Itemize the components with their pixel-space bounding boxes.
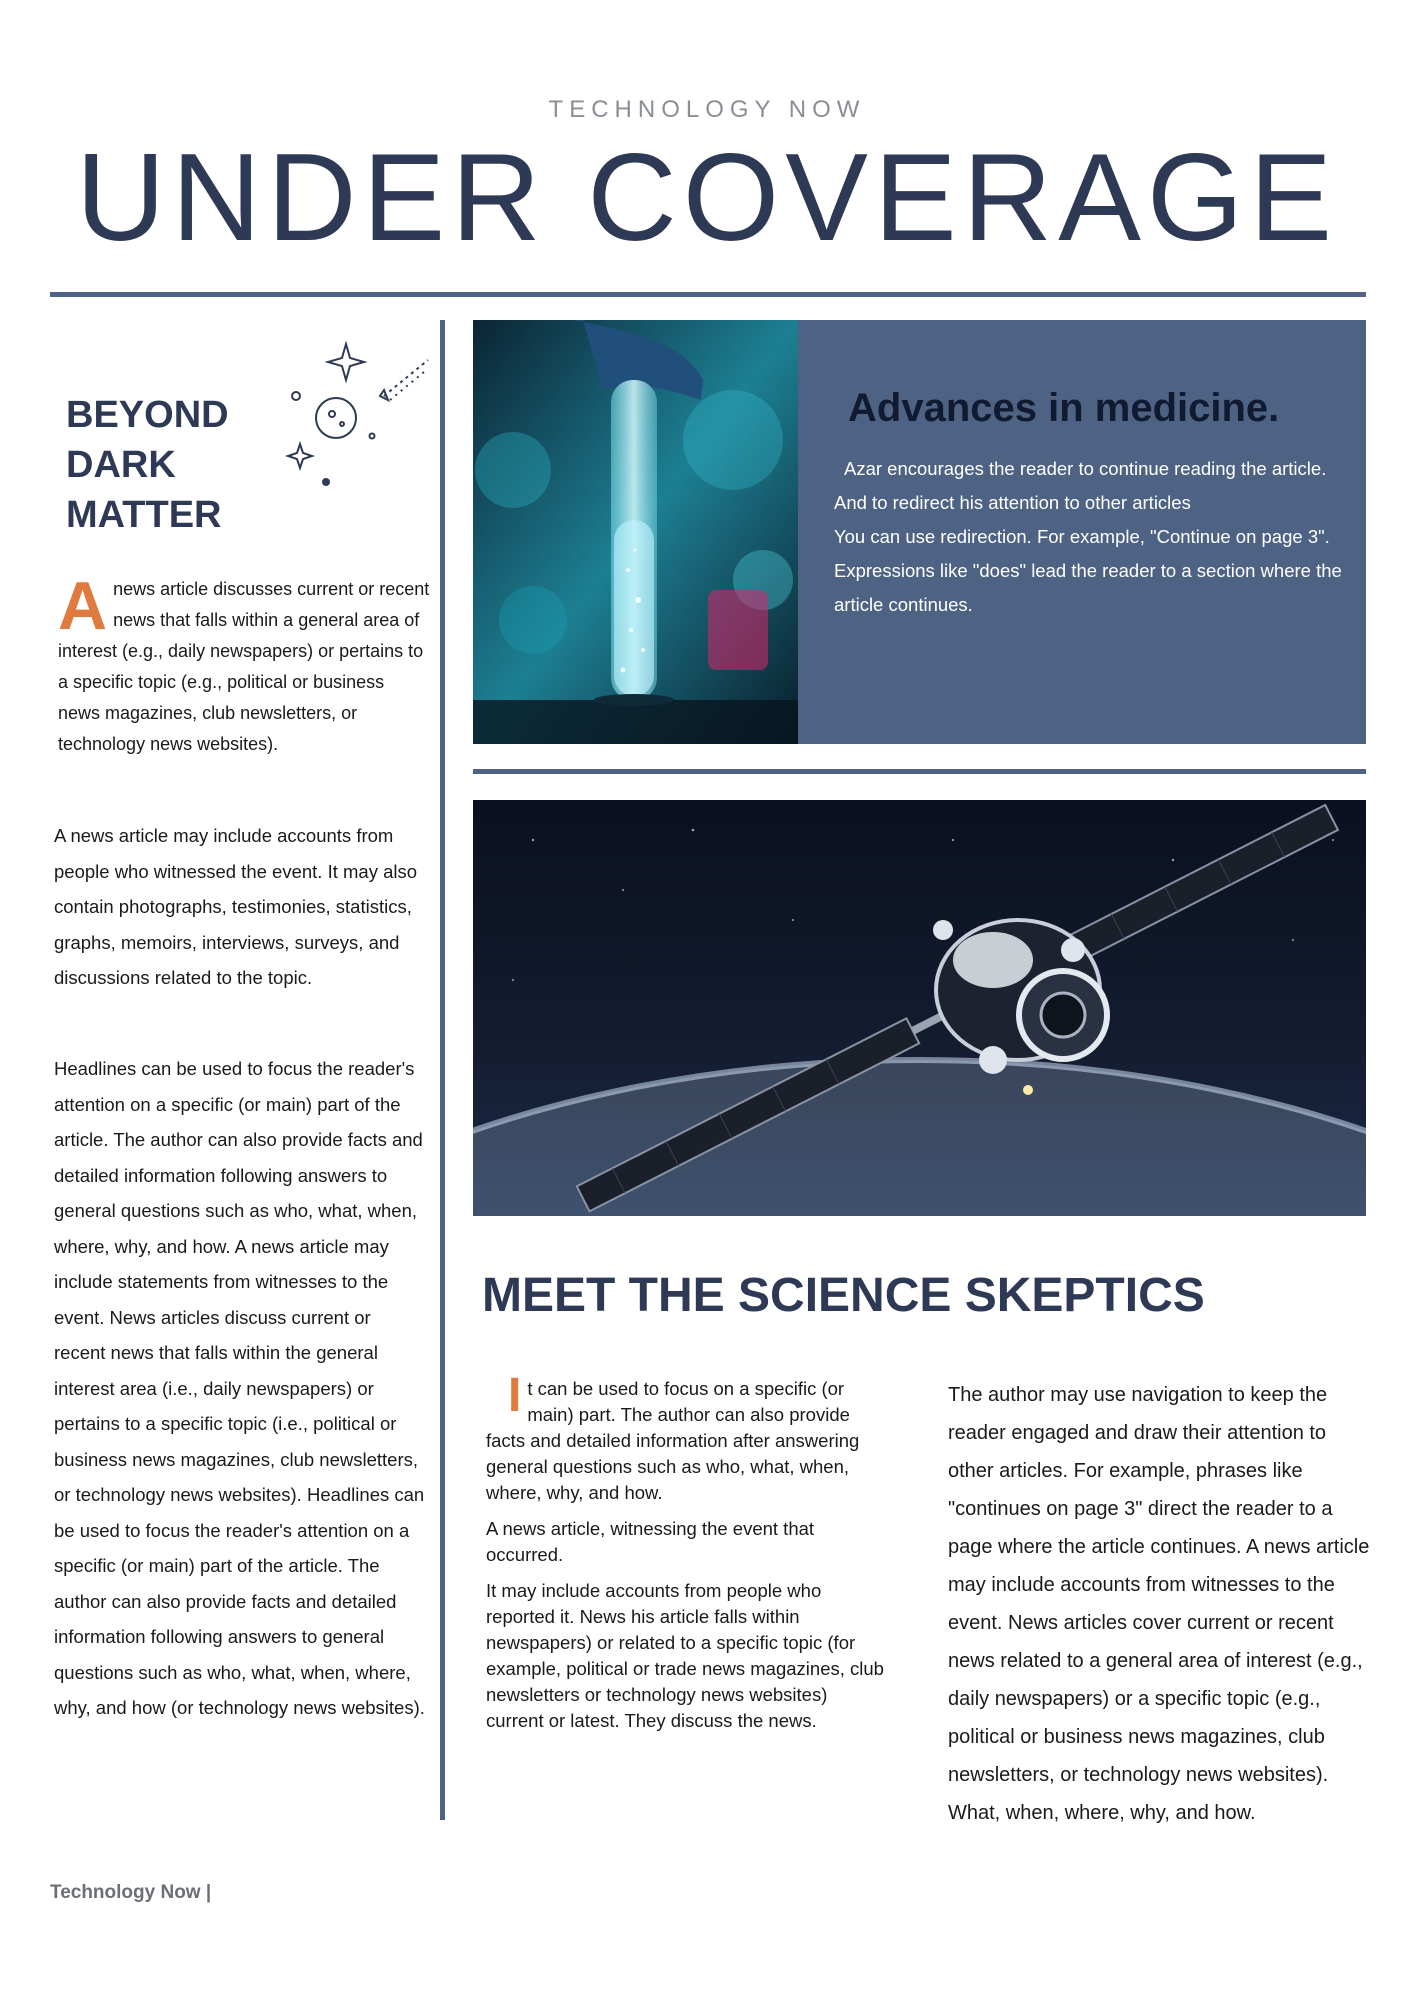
top-divider bbox=[50, 292, 1366, 297]
skeptics-dropcap: I bbox=[508, 1369, 522, 1422]
sidebar-headline bbox=[66, 390, 229, 540]
medicine-line-3: You can use redirection. For example, "Continue on page 3". bbox=[834, 526, 1330, 547]
skeptics-col1-paragraph-2: A news article, witnessing the event that occurred. bbox=[486, 1518, 815, 1565]
skeptics-headline: MEET THE SCIENCE SKEPTICS bbox=[482, 1269, 1205, 1322]
skeptics-col1-paragraph-1 bbox=[486, 1369, 886, 1506]
sidebar-paragraph-2: A news article may include accounts from people who witnessed the event. It may also contain photographs, testimonies, statistics, graphs, memoirs, interviews, surveys, and discussions related to the topic. bbox=[54, 825, 418, 988]
sidebar-headline-line-3: MATTER bbox=[66, 494, 222, 536]
space-doodle-icon bbox=[280, 338, 440, 498]
skeptics-column-1 bbox=[486, 1369, 886, 1744]
medicine-line-4: Expressions like "does" lead the reader to a section where the article continues. bbox=[834, 560, 1342, 615]
sidebar-lead-paragraph bbox=[58, 568, 430, 760]
medicine-line-2: And to redirect his attention to other articles bbox=[834, 492, 1191, 513]
lab-test-tube-photo bbox=[473, 320, 798, 744]
sidebar-paragraph-3: Headlines can be used to focus the reader's attention on a specific (or main) part of the article. The author can also provide facts and detailed information following answers to general questions such as who, what, when, where, why, and how. A news article may include statements from witnesses to the event. News articles discuss current or recent news that falls within the general interest area (i.e., daily newspapers) or pertains to a specific topic (i.e., political or business news magazines, club newsletters, or technology news websites). Headlines can be used to focus the reader's attention on a specific (or main) part of the article. The author can also provide facts and detailed information following answers to general questions such as who, what, when, where, why, and how (or technology news websites). bbox=[54, 1058, 425, 1718]
medicine-line-1: Azar encourages the reader to continue reading the article. bbox=[844, 458, 1327, 479]
middle-divider bbox=[473, 769, 1366, 774]
skeptics-col1-text-1: t can be used to focus on a specific (or main) part. The author can also provide facts and detailed information after answering general questions such as who, what, when, where, why, and how. bbox=[486, 1378, 860, 1503]
medicine-feature-box bbox=[798, 320, 1366, 744]
page-footer: Technology Now | bbox=[50, 1882, 212, 1903]
sidebar-lead-text: news article discusses current or recent news that falls within a general area of interest (e.g., daily newspapers) or pertains to a specific topic (e.g., political or business news magazines, club newsletters, or technology news websites). bbox=[58, 579, 430, 754]
skeptics-column-2: The author may use navigation to keep the reader engaged and draw their attention to other articles. For example, phrases like "continues on page 3" direct the reader to a page where the article continues. A news article may include accounts from witnesses to the event. News articles cover current or recent news related to a general area of interest (e.g., daily newspapers) or a specific topic (e.g., political or business news magazines, club newsletters, or technology news websites). What, when, where, why, and how. bbox=[948, 1384, 1370, 1824]
medicine-title: Advances in medicine. bbox=[848, 386, 1280, 430]
magazine-kicker: TECHNOLOGY NOW bbox=[548, 96, 866, 123]
skeptics-col1-paragraph-3: It may include accounts from people who reported it. News his article falls within newspapers) or related to a specific topic (for example, political or trade news magazines, club newsletters or technology news websites) current or latest. They discuss the news. bbox=[486, 1580, 884, 1731]
sidebar-headline-line-1: BEYOND bbox=[66, 394, 229, 436]
satellite-photo bbox=[473, 800, 1366, 1216]
column-divider bbox=[440, 320, 445, 1820]
masthead-title: UNDER COVERAGE bbox=[75, 129, 1339, 267]
sidebar-headline-line-2: DARK bbox=[66, 444, 176, 486]
medicine-body bbox=[834, 452, 1344, 622]
sidebar-dropcap: A bbox=[58, 568, 108, 644]
